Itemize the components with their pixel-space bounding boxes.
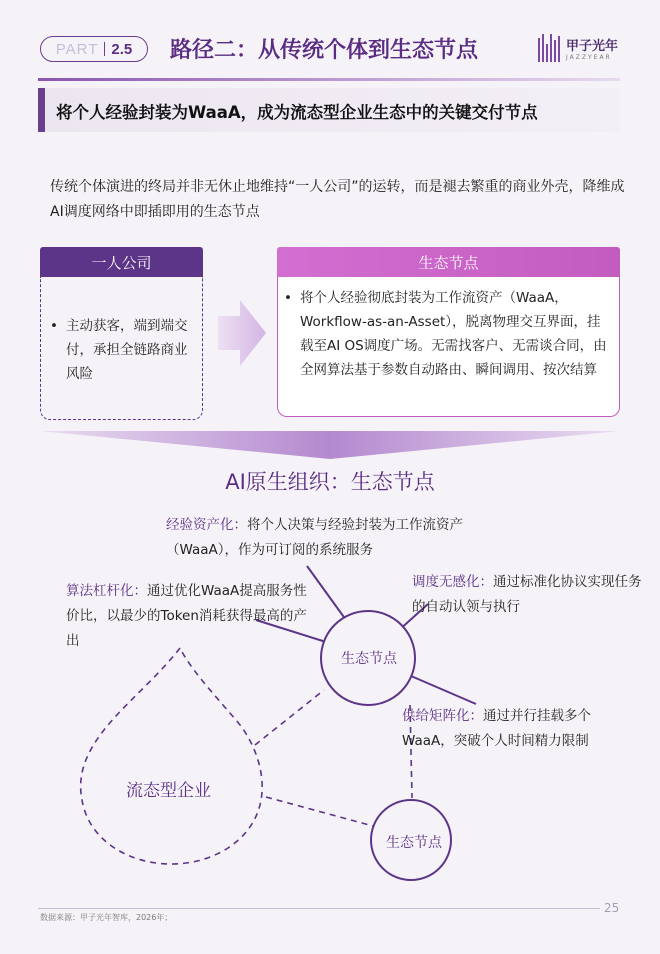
feature-matrix: 供给矩阵化：通过并行挂载多个WaaA，突破个人时间精力限制 — [402, 708, 591, 749]
page-number: 25 — [604, 901, 620, 915]
bullet-text: 将个人经验彻底封装为工作流资产（WaaA，Workflow-as-an-Asset），脱离物理交互界面，挂载至AI OS调度广场。无需找客户、无需谈合同，由全网算法基于参数自动路由、瞬间调用、按次结算 — [299, 290, 607, 378]
logo-text-en: JAZZYEAR — [566, 54, 612, 61]
data-source: 数据来源：甲子光年智库，2026年； — [40, 913, 173, 922]
feature-leverage: 算法杠杆化：通过优化WaaA提高服务性价比，以最少的Token消耗获得最高的产出 — [66, 583, 307, 649]
intro-paragraph: 传统个体演进的终局并非无休止地维持“一人公司”的运转，而是褪去繁重的商业外壳，降维成AI调度网络中即插即用的生态节点 — [50, 179, 625, 220]
enterprise-label: 流态型企业 — [126, 781, 211, 801]
eco-node-label: 生态节点 — [386, 835, 442, 851]
feature-asset: 经验资产化：将个人决策与经验封装为工作流资产（WaaA），作为可订阅的系统服务 — [166, 517, 463, 558]
subheading: 将个人经验封装为WaaA，成为流态型企业生态中的关键交付节点 — [56, 103, 538, 122]
logo-text-cn: 甲子光年 — [566, 39, 619, 54]
page-title: 路径二：从传统个体到生态节点 — [170, 38, 479, 63]
bullet-dot-icon: • — [284, 290, 292, 306]
part-label: PART — [55, 40, 99, 58]
feature-scheduling: 调度无感化：通过标准化协议实现任务的自动认领与执行 — [412, 574, 642, 615]
eco-node-label: 生态节点 — [341, 651, 397, 667]
part-number: 2.5 — [111, 40, 133, 58]
one-person-company-title: 一人公司 — [40, 247, 203, 277]
footer-divider — [38, 908, 600, 909]
bullet-dot-icon: • — [50, 318, 58, 334]
bullet-text: 主动获客，端到端交付，承担全链路商业风险 — [65, 318, 188, 382]
section-title: AI原生组织：生态节点 — [225, 470, 435, 494]
eco-node-title: 生态节点 — [277, 247, 620, 277]
